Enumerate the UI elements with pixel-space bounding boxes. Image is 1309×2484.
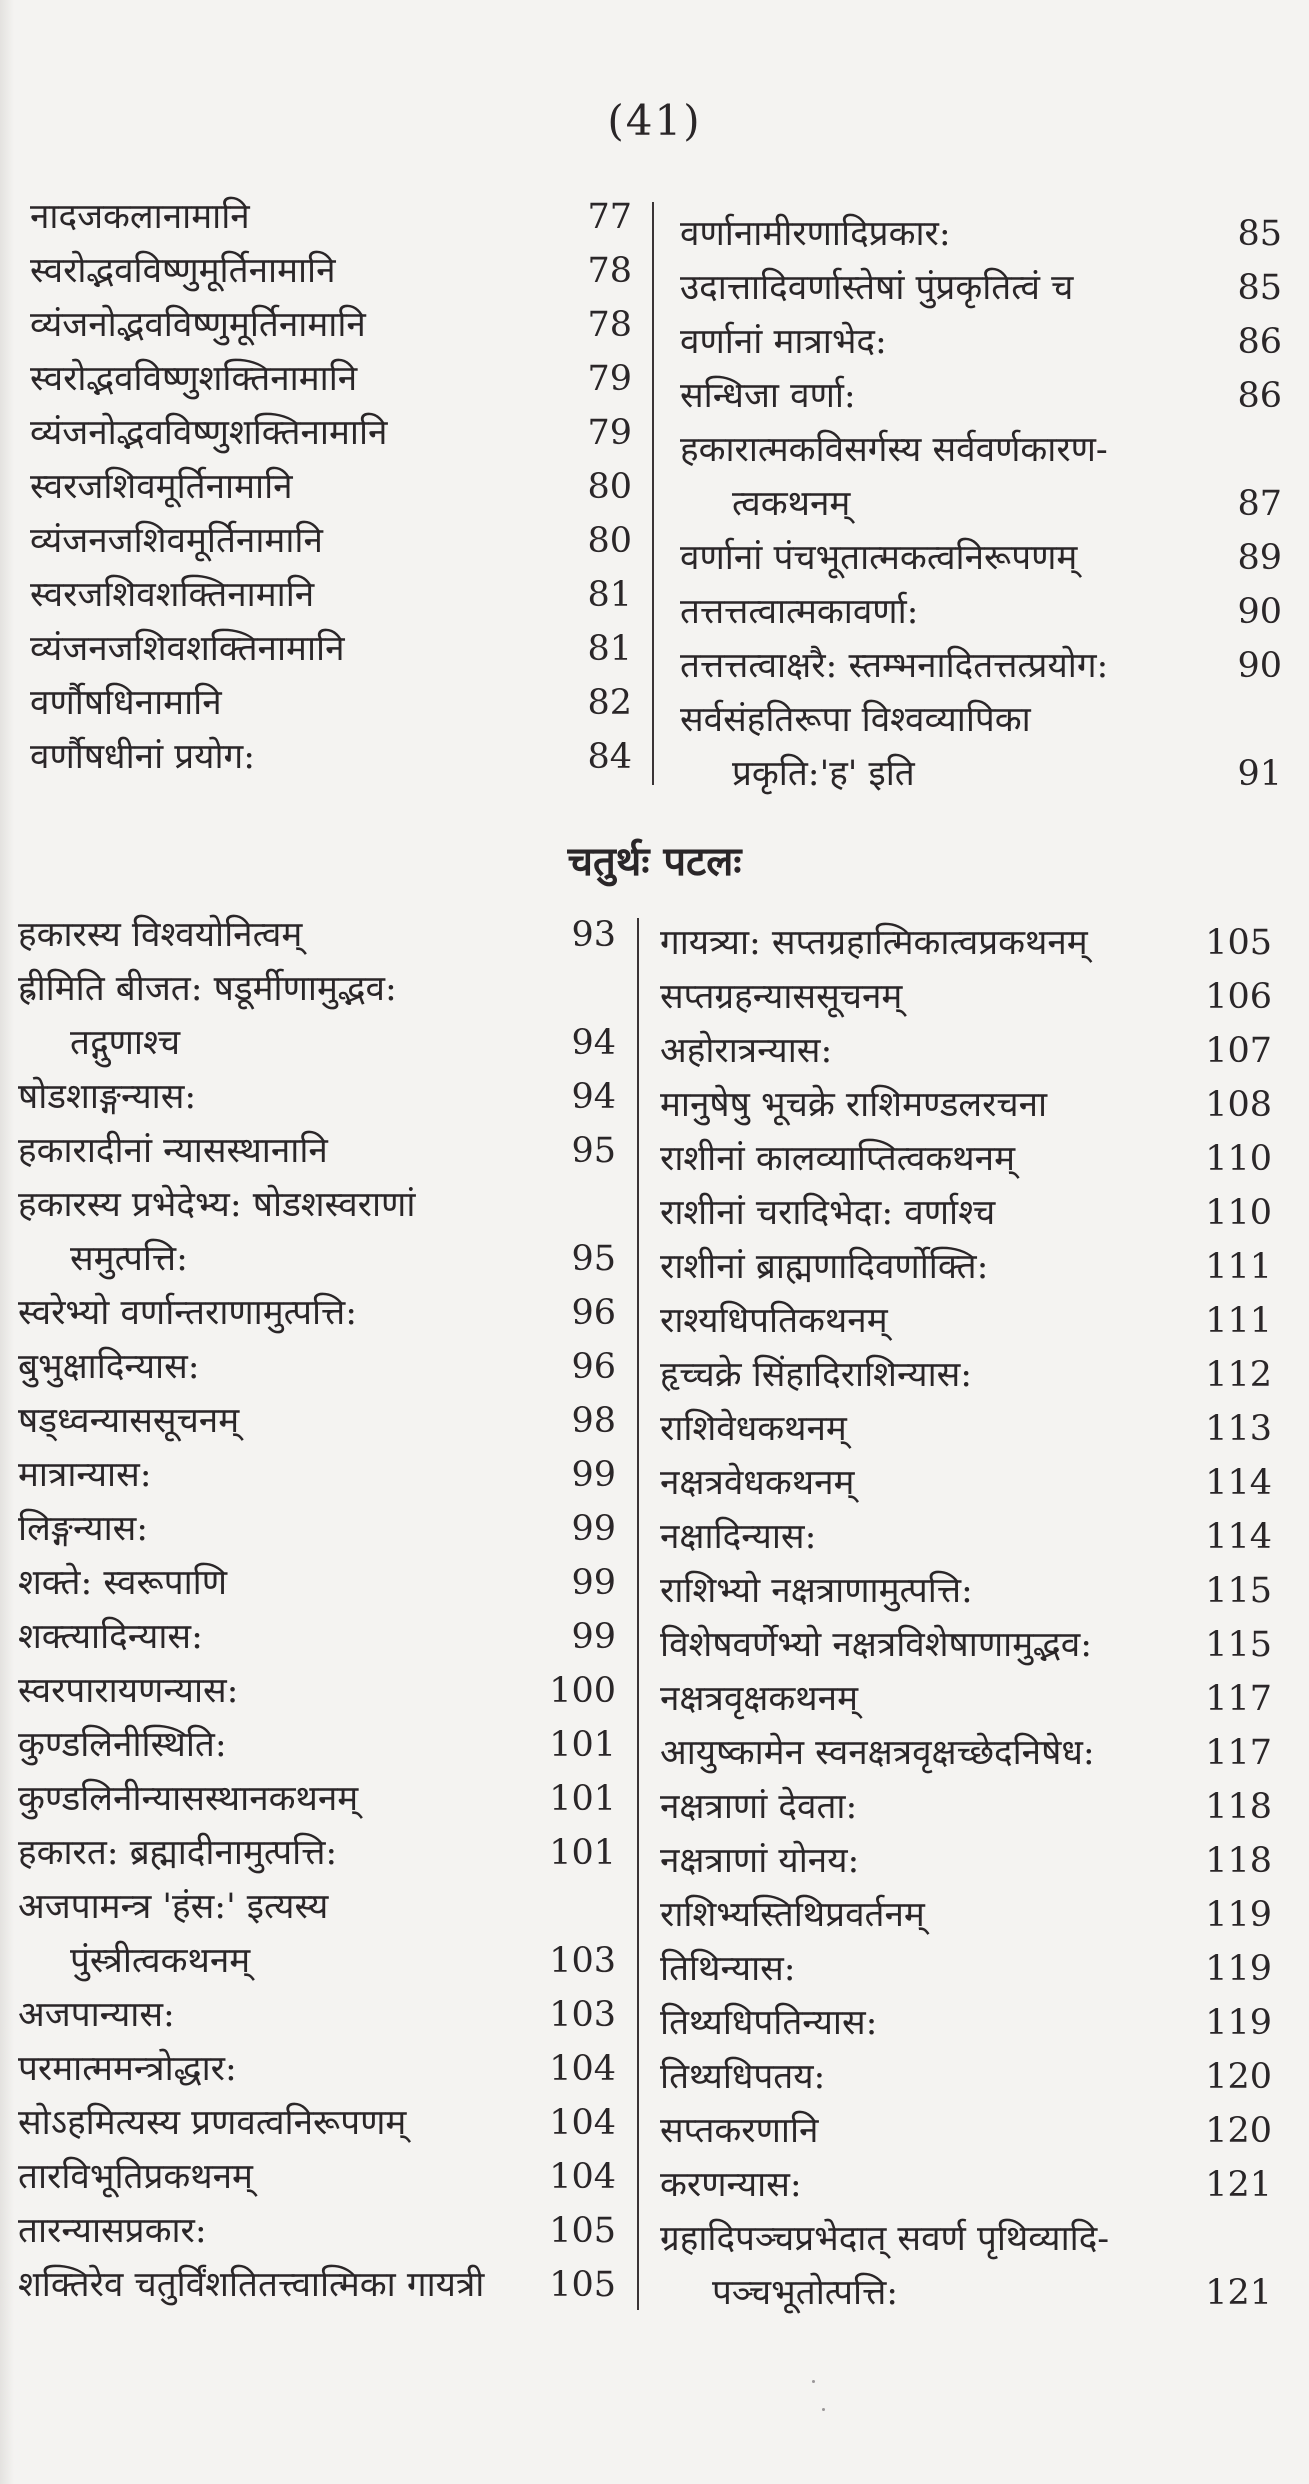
- toc-entry-page: 93: [571, 915, 616, 955]
- toc-entry-page: 91: [1237, 754, 1282, 794]
- toc-entry-title: व्यंजनजशिवमूर्तिनामानि: [30, 521, 323, 561]
- toc-entry: [660, 2104, 1272, 2158]
- toc-entry-page: 104: [549, 2103, 616, 2143]
- toc-entry: [18, 1988, 616, 2042]
- toc-entry-title: षड्ध्वन्याससूचनम्: [18, 1401, 240, 1441]
- toc-entry-page: 121: [1205, 2165, 1272, 2205]
- toc-entry-title: सोऽहमित्यस्य प्रणवत्वनिरूपणम्: [18, 2103, 407, 2143]
- toc-entry-title: सप्तग्रहन्याससूचनम्: [660, 977, 903, 1017]
- toc-entry: [18, 1394, 616, 1448]
- toc-entry-page: 82: [587, 683, 632, 723]
- column-divider-bottom: [637, 918, 639, 2310]
- toc-entry-title: कुण्डलिनीस्थिति:: [18, 1725, 227, 1765]
- page-edge-shadow: [0, 0, 14, 2484]
- toc-entry-title: मानुषेषु भूचक्रे राशिमण्डलरचना: [660, 1085, 1048, 1125]
- toc-entry-continuation: [18, 1934, 616, 1988]
- toc-entry: [18, 1178, 616, 1232]
- toc-entry-title: राशिवेधकथनम्: [660, 1409, 847, 1449]
- toc-entry-page: 94: [571, 1023, 616, 1063]
- toc-top-left-column: [30, 190, 632, 784]
- toc-entry-title: ह्रीमिति बीजत: षडूर्मीणामुद्भव:: [18, 969, 397, 1009]
- toc-entry: [18, 2150, 616, 2204]
- toc-entry-page: 106: [1205, 977, 1272, 1017]
- toc-entry-title: नक्षादिन्यास:: [660, 1517, 817, 1557]
- toc-entry-continuation: [680, 747, 1282, 801]
- toc-entry: [660, 1780, 1272, 1834]
- toc-bottom-left-column: [18, 908, 616, 2312]
- toc-entry-continuation: [18, 1232, 616, 1286]
- toc-entry-page: 86: [1237, 322, 1282, 362]
- toc-entry: [660, 1672, 1272, 1726]
- toc-entry: [660, 1024, 1272, 1078]
- toc-entry-page: 105: [549, 2211, 616, 2251]
- toc-entry: [660, 1186, 1272, 1240]
- toc-entry: [660, 1348, 1272, 1402]
- toc-entry-page: 121: [1205, 2273, 1272, 2313]
- toc-entry-title: स्वरजशिवशक्तिनामानि: [30, 575, 315, 615]
- toc-entry-page: 113: [1205, 1409, 1272, 1449]
- toc-entry-page: 114: [1205, 1517, 1272, 1557]
- toc-entry-page: 103: [549, 1995, 616, 2035]
- toc-entry-page: 85: [1237, 268, 1282, 308]
- toc-entry: [660, 1564, 1272, 1618]
- toc-entry-page: 81: [587, 629, 632, 669]
- toc-top-right-column: [680, 207, 1282, 801]
- toc-entry-page: 108: [1205, 1085, 1272, 1125]
- paper-speck: [812, 2380, 815, 2383]
- toc-entry-page: 80: [587, 521, 632, 561]
- toc-entry-page: 112: [1205, 1355, 1272, 1395]
- toc-entry: [18, 1880, 616, 1934]
- toc-entry-page: 115: [1205, 1625, 1272, 1665]
- toc-entry: [680, 261, 1282, 315]
- toc-entry: [660, 1402, 1272, 1456]
- toc-entry-title: व्यंजनजशिवशक्तिनामानि: [30, 629, 345, 669]
- toc-entry-title: आयुष्कामेन स्वनक्षत्रवृक्षच्छेदनिषेध:: [660, 1733, 1095, 1773]
- toc-entry: [660, 1456, 1272, 1510]
- toc-entry-title: अजपान्यास:: [18, 1995, 175, 2035]
- toc-entry-title: बुभुक्षादिन्यास:: [18, 1347, 200, 1387]
- toc-entry-page: 119: [1205, 1949, 1272, 1989]
- toc-entry: [680, 369, 1282, 423]
- toc-entry-title: नक्षत्रवृक्षकथनम्: [660, 1679, 858, 1719]
- toc-entry-title: पुंस्त्रीत्वकथनम्: [70, 1941, 251, 1981]
- toc-entry-page: 107: [1205, 1031, 1272, 1071]
- toc-entry-title: समुत्पत्ति:: [70, 1239, 188, 1279]
- toc-entry: [18, 1070, 616, 1124]
- toc-entry-title: विशेषवर्णेभ्यो नक्षत्रविशेषाणामुद्भव:: [660, 1625, 1092, 1665]
- toc-entry: [660, 916, 1272, 970]
- toc-entry-title: तारन्यासप्रकार:: [18, 2211, 207, 2251]
- toc-entry-page: 117: [1205, 1679, 1272, 1719]
- toc-entry: [680, 315, 1282, 369]
- toc-entry-page: 115: [1205, 1571, 1272, 1611]
- toc-entry-page: 111: [1205, 1301, 1272, 1341]
- toc-entry: [660, 1726, 1272, 1780]
- toc-entry: [660, 1294, 1272, 1348]
- toc-entry-continuation: [18, 1016, 616, 1070]
- toc-entry-title: लिङ्गन्यास:: [18, 1509, 149, 1549]
- toc-entry-page: 79: [587, 413, 632, 453]
- toc-entry-page: 101: [549, 1779, 616, 1819]
- toc-entry-page: 100: [549, 1671, 616, 1711]
- toc-entry-title: परमात्ममन्त्रोद्धार:: [18, 2049, 237, 2089]
- toc-entry-title: वर्णानां पंचभूतात्मकत्वनिरूपणम्: [680, 538, 1078, 578]
- toc-entry-title: उदात्तादिवर्णास्तेषां पुंप्रकृतित्वं च: [680, 268, 1074, 308]
- toc-entry-title: तिथ्यधिपतय:: [660, 2057, 826, 2097]
- toc-entry-title: अजपामन्त्र 'हंस:' इत्यस्य: [18, 1887, 329, 1927]
- toc-entry-title: स्वरोद्भवविष्णुमूर्तिनामानि: [30, 251, 336, 291]
- toc-entry-title: व्यंजनोद्भवविष्णुशक्तिनामानि: [30, 413, 388, 453]
- toc-entry-page: 80: [587, 467, 632, 507]
- toc-entry-page: 90: [1237, 646, 1282, 686]
- toc-entry-page: 104: [549, 2157, 616, 2197]
- column-divider-top: [652, 202, 654, 785]
- toc-entry-title: सर्वसंहतिरूपा विश्वव्यापिका: [680, 700, 1031, 740]
- toc-entry: [680, 531, 1282, 585]
- toc-entry: [30, 514, 632, 568]
- paper-speck: [822, 2408, 825, 2411]
- toc-entry: [18, 1664, 616, 1718]
- toc-entry-title: व्यंजनोद्भवविष्णुमूर्तिनामानि: [30, 305, 366, 345]
- toc-entry: [660, 1510, 1272, 1564]
- toc-entry-title: तारविभूतिप्रकथनम्: [18, 2157, 253, 2197]
- toc-entry-title: प्रकृति:'ह' इति: [732, 754, 915, 794]
- toc-entry-page: 96: [571, 1293, 616, 1333]
- toc-entry-title: स्वरपारायणन्यास:: [18, 1671, 239, 1711]
- toc-entry-title: मात्रान्यास:: [18, 1455, 152, 1495]
- toc-entry: [660, 2158, 1272, 2212]
- page-number: (41): [607, 96, 702, 145]
- section-heading: चतुर्थः पटलः: [567, 838, 742, 885]
- toc-entry-title: स्वरेभ्यो वर्णान्तराणामुत्पत्ति:: [18, 1293, 358, 1333]
- toc-entry-title: पञ्चभूतोत्पत्ति:: [712, 2273, 899, 2313]
- toc-entry-title: तिथ्यधिपतिन्यास:: [660, 2003, 878, 2043]
- toc-entry-title: वर्णौषधीनां प्रयोग:: [30, 737, 256, 777]
- toc-entry-title: हकारात्मकविसर्गस्य सर्ववर्णकारण-: [680, 430, 1108, 470]
- toc-entry-title: तद्गुणाश्च: [70, 1023, 181, 1063]
- toc-entry-page: 110: [1205, 1193, 1272, 1233]
- toc-entry: [660, 1996, 1272, 2050]
- toc-entry: [18, 908, 616, 962]
- toc-entry-page: 90: [1237, 592, 1282, 632]
- toc-entry-page: 101: [549, 1833, 616, 1873]
- toc-entry-page: 85: [1237, 214, 1282, 254]
- toc-entry-page: 117: [1205, 1733, 1272, 1773]
- toc-entry-page: 86: [1237, 376, 1282, 416]
- toc-entry-page: 111: [1205, 1247, 1272, 1287]
- toc-entry: [660, 1618, 1272, 1672]
- toc-entry-page: 94: [571, 1077, 616, 1117]
- toc-entry-page: 95: [571, 1239, 616, 1279]
- toc-entry-title: शक्ते: स्वरूपाणि: [18, 1563, 228, 1603]
- toc-entry-title: हकारस्य प्रभेदेभ्य: षोडशस्वराणां: [18, 1185, 416, 1225]
- toc-entry-page: 105: [1205, 923, 1272, 963]
- toc-entry-title: राश्यधिपतिकथनम्: [660, 1301, 888, 1341]
- toc-entry-page: 78: [587, 251, 632, 291]
- toc-entry-title: करणन्यास:: [660, 2165, 802, 2205]
- toc-entry-title: राशिभ्यो नक्षत्राणामुत्पत्ति:: [660, 1571, 973, 1611]
- toc-entry-page: 119: [1205, 1895, 1272, 1935]
- toc-entry: [30, 298, 632, 352]
- toc-entry-page: 99: [571, 1617, 616, 1657]
- toc-entry-title: अहोरात्रन्यास:: [660, 1031, 833, 1071]
- toc-entry-continuation: [680, 477, 1282, 531]
- toc-entry-title: नादजकलानामानि: [30, 197, 250, 237]
- toc-entry: [660, 1078, 1272, 1132]
- toc-entry-title: हकारस्य विश्वयोनित्वम्: [18, 915, 303, 955]
- toc-entry-title: शक्त्यादिन्यास:: [18, 1617, 203, 1657]
- toc-entry-continuation: [660, 2266, 1272, 2320]
- toc-entry-page: 96: [571, 1347, 616, 1387]
- toc-entry-title: नक्षत्राणां योनय:: [660, 1841, 860, 1881]
- toc-bottom-right-column: [660, 916, 1272, 2320]
- toc-entry-title: वर्णानां मात्राभेद:: [680, 322, 887, 362]
- toc-entry-title: स्वरजशिवमूर्तिनामानि: [30, 467, 293, 507]
- toc-entry-title: नक्षत्रवेधकथनम्: [660, 1463, 855, 1503]
- toc-entry: [680, 423, 1282, 477]
- toc-entry-page: 105: [549, 2265, 616, 2305]
- toc-entry-title: तत्तत्तत्वाक्षरै: स्तम्भनादितत्तत्प्रयोग:: [680, 646, 1109, 686]
- toc-entry-title: गायत्र्या: सप्तग्रहात्मिकात्वप्रकथनम्: [660, 923, 1088, 963]
- toc-entry-page: 89: [1237, 538, 1282, 578]
- toc-entry-title: राशीनां चरादिभेदा: वर्णाश्च: [660, 1193, 996, 1233]
- toc-entry-title: कुण्डलिनीन्यासस्थानकथनम्: [18, 1779, 359, 1819]
- toc-entry: [30, 622, 632, 676]
- toc-entry: [18, 1286, 616, 1340]
- toc-entry-page: 103: [549, 1941, 616, 1981]
- toc-entry-page: 81: [587, 575, 632, 615]
- toc-entry-page: 118: [1205, 1841, 1272, 1881]
- toc-entry: [680, 207, 1282, 261]
- toc-entry: [18, 2042, 616, 2096]
- toc-entry-page: 95: [571, 1131, 616, 1171]
- toc-entry-page: 104: [549, 2049, 616, 2089]
- toc-entry: [30, 676, 632, 730]
- toc-entry-title: सन्धिजा वर्णा:: [680, 376, 856, 416]
- toc-entry: [18, 2258, 616, 2312]
- toc-entry: [18, 2204, 616, 2258]
- toc-entry-page: 79: [587, 359, 632, 399]
- toc-entry: [680, 639, 1282, 693]
- toc-entry-page: 78: [587, 305, 632, 345]
- toc-entry: [660, 970, 1272, 1024]
- toc-entry-page: 99: [571, 1563, 616, 1603]
- toc-entry-title: षोडशाङ्गन्यास:: [18, 1077, 197, 1117]
- toc-entry: [680, 585, 1282, 639]
- toc-entry-title: सप्तकरणानि: [660, 2111, 819, 2151]
- toc-entry-title: ग्रहादिपञ्चप्रभेदात् सवर्ण पृथिव्यादि-: [660, 2219, 1110, 2259]
- toc-entry-title: शक्तिरेव चतुर्विंशतितत्त्वात्मिका गायत्री: [18, 2265, 485, 2305]
- toc-entry-page: 118: [1205, 1787, 1272, 1827]
- toc-entry-title: तिथिन्यास:: [660, 1949, 796, 1989]
- toc-entry-page: 120: [1205, 2057, 1272, 2097]
- toc-entry-page: 99: [571, 1509, 616, 1549]
- toc-entry: [18, 1610, 616, 1664]
- toc-entry: [30, 568, 632, 622]
- toc-entry-title: हकारत: ब्रह्मादीनामुत्पत्ति:: [18, 1833, 338, 1873]
- toc-entry-title: वर्णानामीरणादिप्रकार:: [680, 214, 951, 254]
- toc-entry: [18, 962, 616, 1016]
- toc-entry: [660, 1942, 1272, 1996]
- toc-entry: [18, 1772, 616, 1826]
- toc-entry: [18, 1124, 616, 1178]
- toc-entry: [680, 693, 1282, 747]
- toc-entry-page: 119: [1205, 2003, 1272, 2043]
- toc-entry: [660, 2212, 1272, 2266]
- toc-entry-title: तत्तत्तत्वात्मकावर्णा:: [680, 592, 919, 632]
- toc-entry: [660, 1888, 1272, 1942]
- toc-entry-page: 120: [1205, 2111, 1272, 2151]
- toc-entry-page: 87: [1237, 484, 1282, 524]
- toc-entry: [30, 460, 632, 514]
- toc-entry-title: वर्णौषधिनामानि: [30, 683, 222, 723]
- toc-entry-page: 101: [549, 1725, 616, 1765]
- toc-entry: [18, 1556, 616, 1610]
- toc-entry-page: 84: [587, 737, 632, 777]
- toc-entry: [30, 406, 632, 460]
- toc-entry: [660, 1240, 1272, 1294]
- toc-entry-page: 77: [587, 197, 632, 237]
- toc-entry-title: नक्षत्राणां देवता:: [660, 1787, 858, 1827]
- toc-entry-title: हृच्चक्रे सिंहादिराशिन्यास:: [660, 1355, 973, 1395]
- toc-entry: [18, 1448, 616, 1502]
- toc-entry-page: 99: [571, 1455, 616, 1495]
- toc-entry: [660, 1834, 1272, 1888]
- toc-entry: [18, 1826, 616, 1880]
- toc-entry: [660, 1132, 1272, 1186]
- toc-entry: [30, 352, 632, 406]
- toc-entry-page: 98: [571, 1401, 616, 1441]
- toc-entry-title: राशीनां ब्राह्मणादिवर्णोक्ति:: [660, 1247, 989, 1287]
- toc-entry-page: 110: [1205, 1139, 1272, 1179]
- toc-entry: [18, 2096, 616, 2150]
- toc-entry: [18, 1502, 616, 1556]
- toc-entry-title: हकारादीनां न्यासस्थानानि: [18, 1131, 328, 1171]
- toc-entry: [18, 1340, 616, 1394]
- toc-entry: [30, 190, 632, 244]
- toc-entry: [18, 1718, 616, 1772]
- toc-entry: [30, 244, 632, 298]
- toc-entry-title: राशिभ्यस्तिथिप्रवर्तनम्: [660, 1895, 925, 1935]
- toc-entry-title: त्वकथनम्: [732, 484, 851, 524]
- toc-entry-page: 114: [1205, 1463, 1272, 1503]
- toc-entry: [30, 730, 632, 784]
- toc-entry-title: स्वरोद्भवविष्णुशक्तिनामानि: [30, 359, 358, 399]
- toc-entry-title: राशीनां कालव्याप्तित्वकथनम्: [660, 1139, 1016, 1179]
- toc-entry: [660, 2050, 1272, 2104]
